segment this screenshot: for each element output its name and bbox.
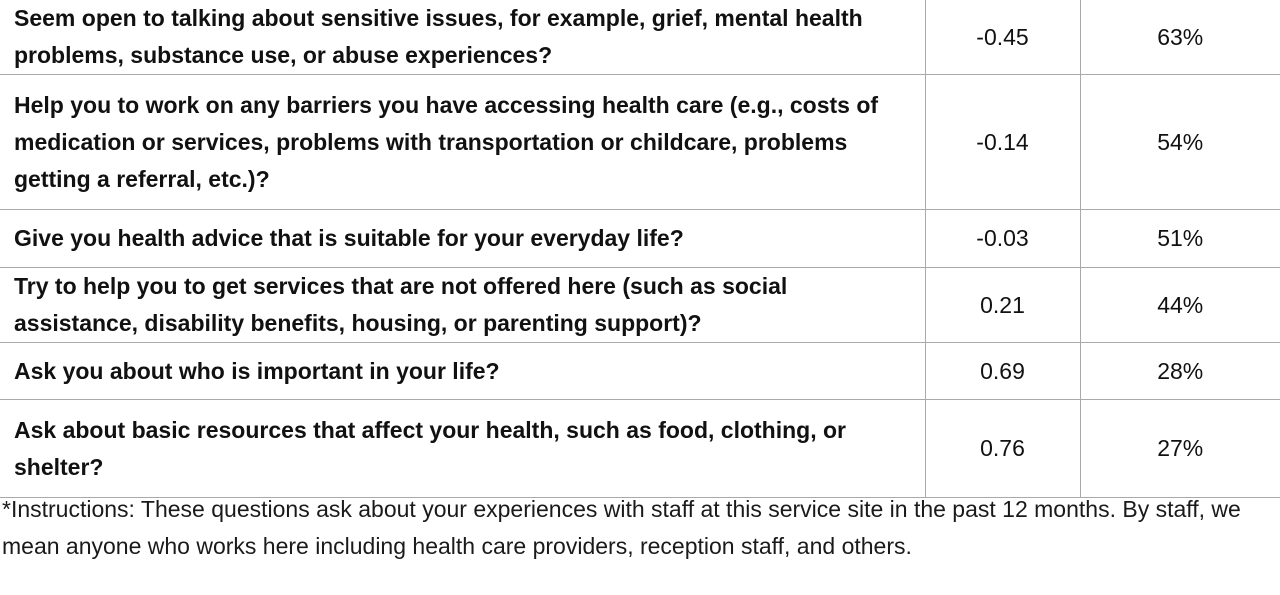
percent-cell: 44% xyxy=(1080,268,1280,343)
score-cell: 0.69 xyxy=(925,343,1080,400)
percent-cell: 54% xyxy=(1080,75,1280,210)
score-cell: -0.03 xyxy=(925,210,1080,268)
instructions-footnote: *Instructions: These questions ask about your experiences with staff at this service site in the past 12 months. By staff, we mean anyone who works here including health care providers, reception staff, and others. xyxy=(2,496,1241,559)
table-row xyxy=(0,400,1280,498)
question-cell: Seem open to talking about sensitive issues, for example, grief, mental health problems, substance use, or abuse experiences? xyxy=(0,0,925,75)
question-cell: Ask you about who is important in your life? xyxy=(0,343,925,400)
question-cell: Help you to work on any barriers you have accessing health care (e.g., costs of medication or services, problems with transportation or childcare, problems getting a referral, etc.)? xyxy=(0,75,925,210)
question-cell: Ask about basic resources that affect your health, such as food, clothing, or shelter? xyxy=(0,400,925,498)
table-row xyxy=(0,75,1280,210)
score-cell: 0.76 xyxy=(925,400,1080,498)
score-cell: -0.45 xyxy=(925,0,1080,75)
table-row xyxy=(0,268,1280,343)
score-cell: 0.21 xyxy=(925,268,1080,343)
score-cell: -0.14 xyxy=(925,75,1080,210)
table-row xyxy=(0,210,1280,268)
percent-cell: 28% xyxy=(1080,343,1280,400)
table-row xyxy=(0,343,1280,400)
percent-cell: 51% xyxy=(1080,210,1280,268)
question-cell: Try to help you to get services that are not offered here (such as social assistance, disability benefits, housing, or parenting support)? xyxy=(0,268,925,343)
question-cell: Give you health advice that is suitable for your everyday life? xyxy=(0,210,925,268)
table-row xyxy=(0,0,1280,75)
percent-cell: 27% xyxy=(1080,400,1280,498)
percent-cell: 63% xyxy=(1080,0,1280,75)
